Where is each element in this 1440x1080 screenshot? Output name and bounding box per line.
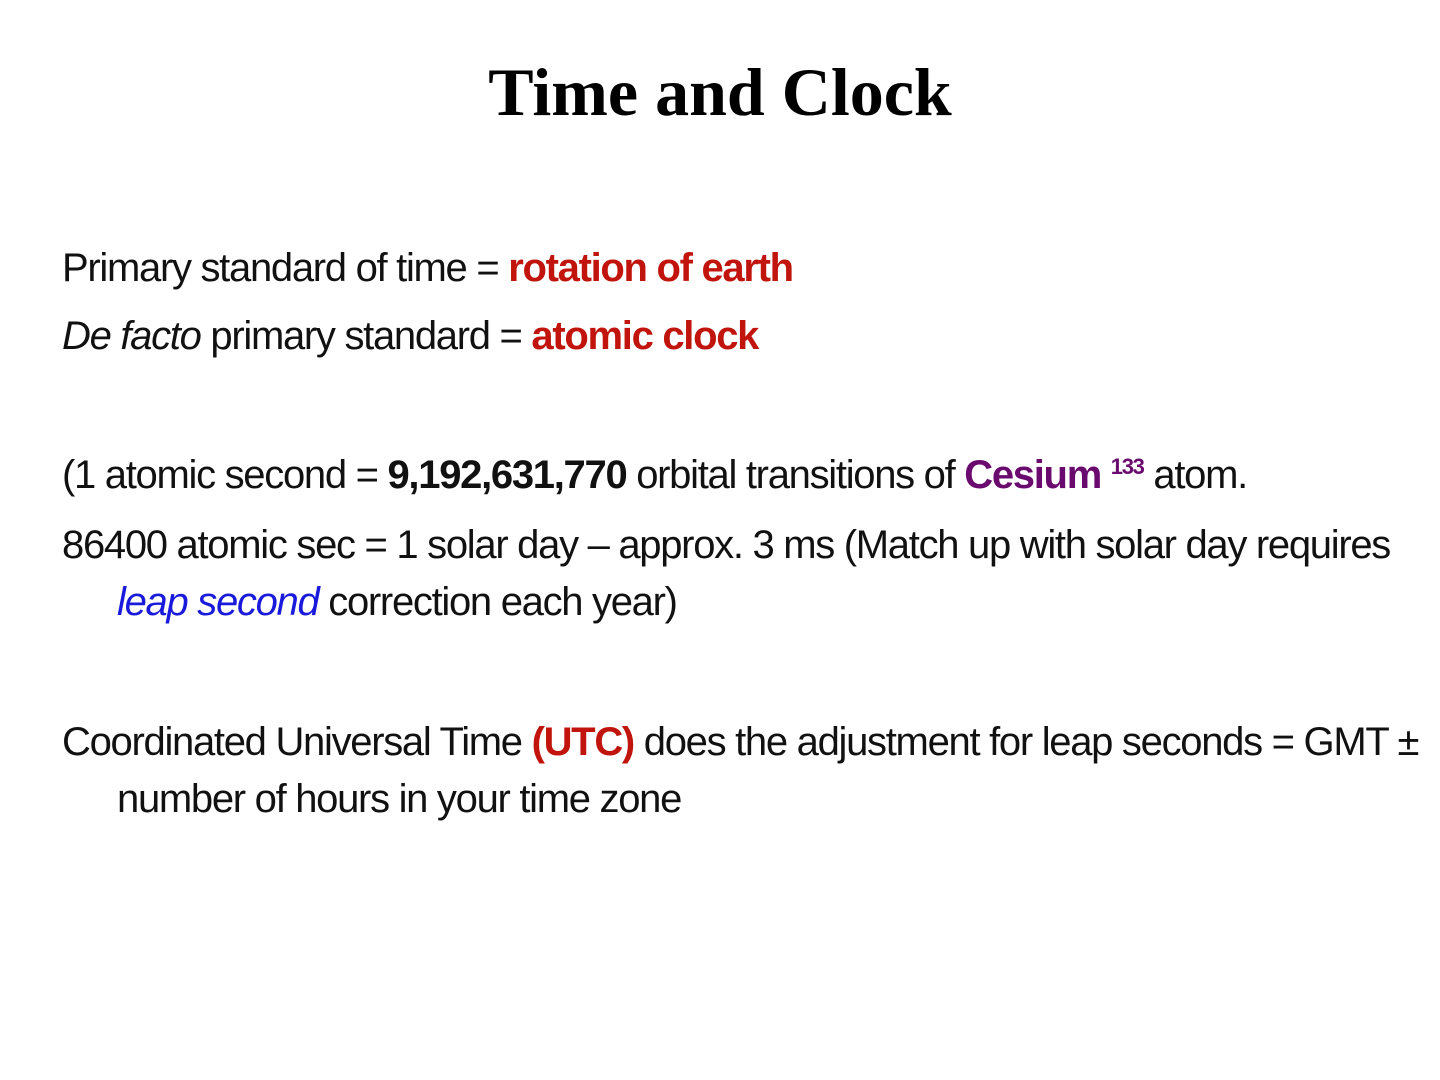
cesium-isotope-number: 133 xyxy=(1110,454,1144,479)
slide-title: Time and Clock xyxy=(488,54,952,130)
de-facto-standard-line xyxy=(62,308,1440,365)
primary-standard-label: Primary standard of time = xyxy=(62,246,509,290)
primary-standard-line xyxy=(62,240,1440,297)
cesium-text: Cesium xyxy=(964,453,1101,497)
transition-count: 9,192,631,770 xyxy=(387,453,627,497)
solar-day-text: 86400 atomic sec = 1 solar day – approx. 3 ms (Match up with solar day requires xyxy=(62,523,1391,567)
atom-text: atom. xyxy=(1143,453,1247,497)
correction-text: correction each year) xyxy=(318,580,677,624)
atomic-clock-text: atomic clock xyxy=(531,314,759,358)
utc-description: does the adjustment for leap seconds = GMT ± number of hours in your time zone xyxy=(117,720,1419,821)
de-facto-text: De facto xyxy=(62,314,201,358)
utc-label: Coordinated Universal Time xyxy=(62,720,532,764)
atomic-second-line xyxy=(62,447,1440,504)
de-facto-label: primary standard = xyxy=(200,314,532,358)
utc-acronym: (UTC) xyxy=(531,720,634,764)
atomic-second-label: (1 atomic second = xyxy=(62,453,388,497)
rotation-of-earth-text: rotation of earth xyxy=(508,246,793,290)
orbital-transitions-text: orbital transitions of xyxy=(626,453,965,497)
leap-second-text: leap second xyxy=(117,580,319,624)
utc-line xyxy=(62,714,1440,828)
solar-day-line xyxy=(62,517,1440,631)
